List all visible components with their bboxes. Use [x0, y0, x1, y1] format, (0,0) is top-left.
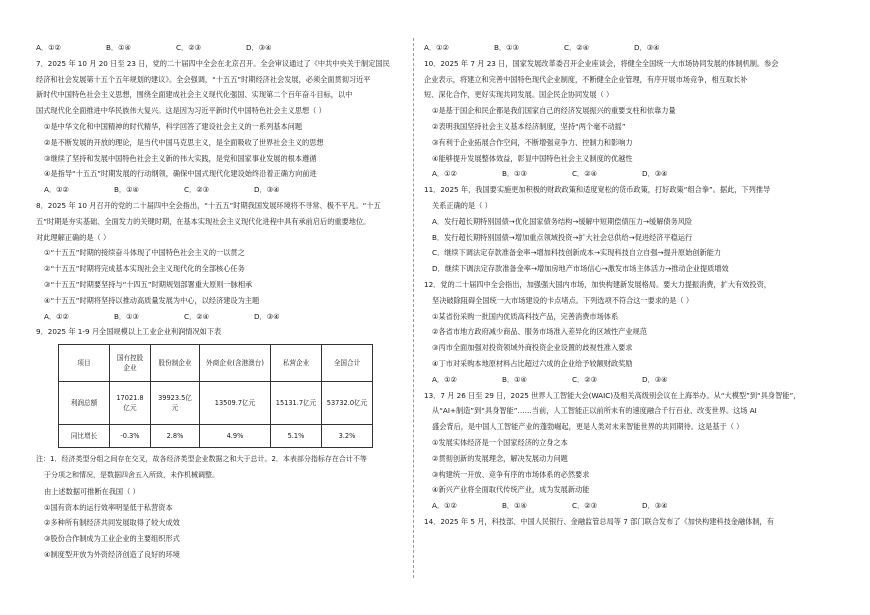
q9-question: 由上述数据可推断在我国（ ）	[44, 486, 140, 496]
q11-item: B．发行超长期特别国债→增加重点领域投资→扩大社会总供给→促进经济平稳运行	[432, 232, 693, 242]
q7-item: ③继续了坚持和发展中国特色社会主义新的伟大实践，是党和国家事业发展的根本遵循	[44, 153, 317, 163]
top-options-left	[36, 40, 408, 56]
option-b: B．①④	[502, 374, 528, 384]
table-cell: -0.3%	[110, 425, 151, 448]
q13-line: 从“AI+制造”到“具身智能”……当前，人工智能正以前所未有的速度融合千行百业、改变世界。这场 AI	[432, 406, 757, 416]
q10-item: ①是基于国企和民企都是我们国家自己的经济发展振兴的重要支柱和依靠力量	[432, 106, 676, 116]
q11-item: C．继续下调法定存款准备金率→增加科技创新成本→实现科技自立自强→提升原始创新能力	[432, 248, 722, 258]
table-note: 注：1．经济类型分组之间存在交叉，故各经济类型企业数据之和大于总计。2．本表部分指标存在合计不等	[36, 455, 367, 464]
question-14	[424, 514, 802, 530]
option-a: A．①②	[44, 311, 69, 321]
q10-line: 企业表示，将建立和完善中国特色现代企业制度，不断健全企业管理，有序开展市场竞争，相互取长补	[424, 74, 748, 84]
q8-item: ③“十五五”时期要坚持与“十四五”时期规划部署重大原则一脉相承	[44, 279, 253, 289]
option-b: B．①③	[502, 169, 528, 179]
q10-line: 10．2025 年 7 月 23 日，国家发展改革委召开企业座谈会，将健全全国统一大市场协同发展的体制机制。参会	[424, 58, 779, 68]
q7-item: ①是中华文化和中国精神的时代精华，科学回答了建设社会主义的一系列基本问题	[44, 121, 303, 131]
q10-item: ④能够提升发展整体效益，彰显中国特色社会主义制度的优越性	[432, 153, 633, 163]
option-c: C．②③	[184, 185, 210, 195]
option-c: C．②④	[184, 311, 210, 321]
q8-options	[36, 309, 408, 325]
option-a: A．①②	[432, 374, 457, 384]
table-header-cell: 股份制企业	[151, 345, 200, 382]
q7-line: 7．2025 年 10 月 20 日至 23 日，党的二十届四中全会在北京召开。全会审议通过了《中共中央关于制定国民	[36, 58, 390, 68]
top-options-right	[424, 40, 802, 56]
q9-item: ①国有资本的运行效率明显低于私营资本	[44, 502, 173, 512]
q8-line: 8．2025 年 10 月召开的党的二十届四中全会指出，“十五五”时期我国发展环境将不寻常、极不平凡。“十五	[36, 200, 381, 210]
question-7	[36, 56, 408, 198]
q11-line: 11．2025 年，我国要实施更加积极的财政政策和适度宽松的货币政策，打好政策“组合拳”。据此，下列推导	[424, 185, 771, 195]
q8-item: ④“十五五”时期将坚持以推动高质量发展为中心，以经济建设为主题	[44, 295, 260, 305]
q13-options	[424, 498, 802, 514]
option-a: A．①②	[432, 169, 457, 179]
q11-line: 关系正确的是（ ）	[432, 200, 492, 210]
q14-line: 14．2025 年 5 月，科技部、中国人民银行、金融监管总局等 7 部门联合发布了《加快构建科技金融体制，有	[424, 516, 774, 526]
table-cell: 17021.8亿元	[110, 382, 151, 425]
q13-item: ④新兴产业将全面取代传统产业，成为发展新动能	[432, 485, 590, 495]
option-c: C．②④	[564, 43, 590, 52]
question-10	[424, 56, 802, 182]
option-c: C．②③	[176, 43, 202, 52]
q7-options	[36, 182, 408, 198]
table-cell: 3.2%	[322, 425, 373, 448]
option-d: D．③④	[254, 311, 280, 321]
q13-item: ②贯彻创新的发展理念，解决发展动力问题	[432, 453, 568, 463]
q9-item: ②多种所有制经济共同发展取得了较大成效	[44, 518, 180, 528]
q9-title: 9．2025 年 1-9 月全国规模以上工业企业利润情况如下表	[36, 327, 222, 337]
column-divider	[413, 38, 414, 578]
table-header-row	[59, 345, 373, 382]
question-13	[424, 388, 802, 514]
q7-item: ④是指导“十五五”时期发展的行动纲领，确保中国式现代化建设始终沿着正确方向前进	[44, 169, 317, 179]
table-cell: 13509.7亿元	[200, 382, 271, 425]
q12-item: ②各省市地方政府减少商品、服务市场准入差异化的区域性产业规范	[432, 327, 647, 337]
option-c: C．②③	[572, 374, 598, 384]
q11-item: A．发行超长期特别国债→优化国家债务结构→缓解中短期偿债压力→缓解债务风险	[432, 216, 693, 226]
option-d: D．③④	[246, 43, 272, 52]
question-11	[424, 182, 802, 277]
left-column	[36, 40, 408, 563]
q10-item: ②表明我国坚持社会主义基本经济制度，坚持“两个毫不动摇”	[432, 121, 626, 131]
option-a: A．①②	[44, 185, 69, 195]
table-cell: 39923.5亿元	[151, 382, 200, 425]
table-row	[59, 382, 373, 425]
option-b: B．①③	[114, 311, 140, 321]
option-a: A．①②	[432, 501, 457, 511]
q7-line: 新时代中国特色社会主义思想，围绕全面建成社会主义现代化强国、实现第二个百年奋斗目标，以中	[36, 90, 353, 100]
table-header-cell: 国有控股企业	[110, 345, 151, 382]
q10-options	[424, 166, 802, 182]
q8-item: ②“十五五”时期将完成基本实现社会主义现代化的全部核心任务	[44, 264, 245, 274]
q9-item: ③股份合作制成为工业企业的主要组织形式	[44, 534, 180, 544]
table-cell: 利润总额	[59, 382, 110, 425]
q12-line: 坚决破除阻碍全国统一大市场建设的卡点堵点。下列选项不符合这一要求的是（ ）	[432, 295, 694, 305]
q8-line: 五”时期是夯实基础、全面发力的关键时期，在基本实现社会主义现代化进程中具有承前启后的重要地位。	[36, 216, 371, 226]
option-d: D．③④	[642, 501, 668, 511]
option-b: B．①④	[502, 501, 528, 511]
option-a: A．①②	[424, 43, 449, 52]
option-b: B．①④	[106, 43, 132, 52]
table-cell: 15131.7亿元	[271, 382, 322, 425]
table-note: 于分项之和情况，是数据四舍五入所致，未作机械调整。	[44, 470, 219, 479]
option-d: D．③④	[634, 43, 660, 52]
option-d: D．③④	[642, 374, 668, 384]
q7-line: 国式现代化全面推进中华民族伟大复兴。这是因为习近平新时代中国特色社会主义思想（ ）	[36, 106, 326, 116]
q10-item: ③有利于企业拓展合作空间，不断增强竞争力、控制力和影响力	[432, 137, 633, 147]
option-d: D．③④	[254, 185, 280, 195]
option-b: B．①④	[114, 185, 140, 195]
table-row	[59, 425, 373, 448]
table-header-cell: 全国合计	[322, 345, 373, 382]
table-cell: 同比增长	[59, 425, 110, 448]
q7-item: ②是不断发展的开放的理论，是当代中国马克思主义，是全面吸收了世界社会主义的思想	[44, 137, 324, 147]
q8-line: 对此理解正确的是（ ）	[36, 232, 111, 242]
table-cell: 53732.0亿元	[322, 382, 373, 425]
table-cell: 2.8%	[151, 425, 200, 448]
q13-item: ①发展实体经济是一个国家经济的立身之本	[432, 437, 568, 447]
table-cell: 5.1%	[271, 425, 322, 448]
q12-options	[424, 372, 802, 388]
question-12	[424, 277, 802, 388]
question-9	[36, 324, 408, 562]
option-d: D．③④	[642, 169, 668, 179]
table-header-cell: 私营企业	[271, 345, 322, 382]
table-header-cell: 项目	[59, 345, 110, 382]
q7-line: 经济和社会发展第十五个五年规划的建议》。全会强调，“十五五”时期经济社会发展，必须全面贯彻习近平	[36, 74, 371, 84]
table-header-cell: 外商企业(含港澳台)	[200, 345, 271, 382]
q13-line: 13．7 月 26 日至 29 日，2025 世界人工智能大会(WAIC)及相关高级别会议在上海举办。从“大模型”到“具身智能”，	[424, 390, 801, 400]
option-a: A．①②	[36, 43, 61, 52]
q13-line: 盛会背后，是中国人工智能产业的蓬勃崛起，更是人类对未来智能世界的共同期待。这是基于（ ）	[432, 422, 744, 432]
option-c: C．②③	[572, 501, 598, 511]
q12-item: ④丁市对采购本地原材料占比超过六成的企业给予较额财政奖励	[432, 358, 633, 368]
q13-item: ③构建统一开放、竞争有序的市场体系的必然要求	[432, 469, 590, 479]
profit-table	[58, 344, 373, 448]
option-b: B．①③	[494, 43, 520, 52]
q8-item: ①“十五五”时期的接续奋斗体现了中国特色社会主义的一以贯之	[44, 248, 245, 258]
table-cell: 4.9%	[200, 425, 271, 448]
q10-line: 短、深化合作，更好实现共同发展。国企民企协同发展（ ）	[424, 90, 614, 100]
q12-item: ③丙市全面加强对投资领域外商投资企业设置的歧视性准入要求	[432, 343, 633, 353]
option-c: C．②④	[572, 169, 598, 179]
q11-item: D．继续下调法定存款准备金率→增加房地产市场信心→激发市场主体活力→推动企业提质增效	[432, 264, 729, 274]
question-8	[36, 198, 408, 324]
q12-line: 12．党的二十届四中全会指出，加强强大国内市场，加快构建新发展格局。要大力提振消费，扩大有效投资，	[424, 279, 771, 289]
q9-item: ④制度型开放为外资经济创造了良好的环境	[44, 549, 180, 559]
right-column	[424, 40, 802, 530]
q12-item: ①某省份采购一批国内优质高科技产品，完善消费市场体系	[432, 311, 619, 321]
